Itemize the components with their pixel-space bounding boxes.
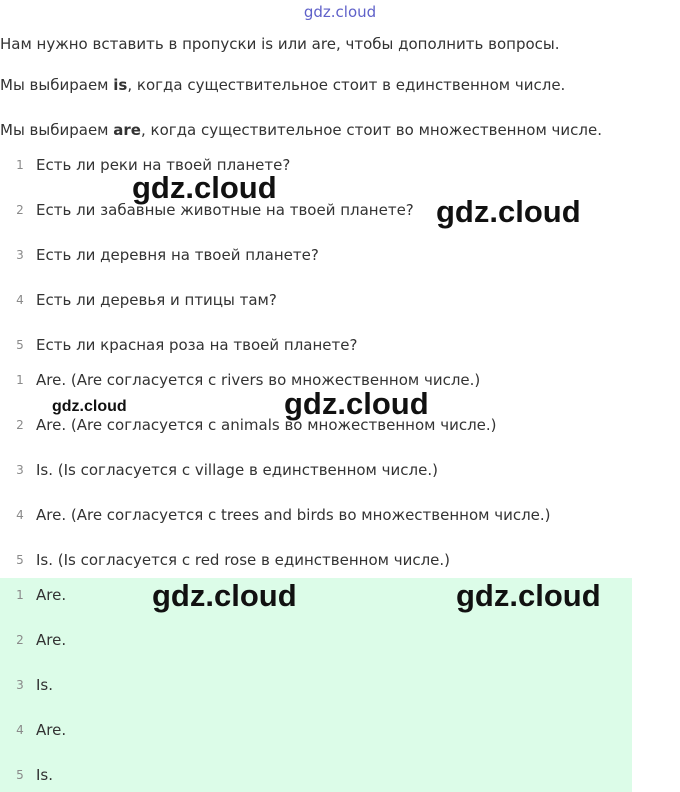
- intro-paragraph-2: [0, 75, 565, 95]
- intro-text-after: , когда существительное стоит в единственном числе.: [127, 76, 566, 94]
- item-number: 4: [16, 723, 24, 737]
- intro-paragraph-3: [0, 120, 602, 140]
- item-text: Есть ли деревья и птицы там?: [36, 291, 277, 309]
- item-text: Есть ли забавные животные на твоей планете?: [36, 201, 414, 219]
- item-number: 2: [16, 203, 24, 217]
- item-number: 5: [16, 768, 24, 782]
- item-number: 2: [16, 633, 24, 647]
- item-text: Are. (Are согласуется с trees and birds во множественном числе.): [36, 506, 551, 524]
- item-text: Are.: [36, 721, 67, 739]
- item-number: 4: [16, 293, 24, 307]
- item-text: Есть ли деревня на твоей планете?: [36, 246, 319, 264]
- item-number: 3: [16, 248, 24, 262]
- watermark-top: gdz.cloud: [303, 3, 377, 21]
- item-text: Is.: [36, 676, 54, 694]
- item-number: 3: [16, 678, 24, 692]
- item-text: Есть ли красная роза на твоей планете?: [36, 336, 358, 354]
- watermark: gdz.cloud: [284, 386, 429, 421]
- intro-keyword-is: is: [113, 76, 128, 94]
- item-number: 1: [16, 373, 24, 387]
- watermark: gdz.cloud: [52, 398, 127, 415]
- watermark: gdz.cloud: [456, 578, 601, 613]
- item-text: Is. (Is согласуется с village в единственном числе.): [36, 461, 438, 479]
- intro-text: Нам нужно вставить в пропуски is или are, чтобы дополнить вопросы.: [0, 35, 560, 53]
- item-text: Is. (Is согласуется с red rose в единственном числе.): [36, 551, 451, 569]
- item-text: Are. (Are согласуется с rivers во множественном числе.): [36, 371, 481, 389]
- item-number: 4: [16, 508, 24, 522]
- item-text: Есть ли реки на твоей планете?: [36, 156, 291, 174]
- intro-text-before: Мы выбираем: [0, 76, 114, 94]
- intro-text-before: Мы выбираем: [0, 121, 114, 139]
- item-text: Are. (Are согласуется с animals во множественном числе.): [36, 416, 497, 434]
- item-number: 2: [16, 418, 24, 432]
- intro-text-after: , когда существительное стоит во множественном числе.: [140, 121, 602, 139]
- item-number: 5: [16, 553, 24, 567]
- watermark: gdz.cloud: [152, 578, 297, 613]
- item-number: 1: [16, 158, 24, 172]
- watermark: gdz.cloud: [436, 194, 581, 229]
- item-number: 5: [16, 338, 24, 352]
- item-text: Are.: [36, 631, 67, 649]
- intro-keyword-are: are: [113, 121, 141, 139]
- item-text: Are.: [36, 586, 67, 604]
- item-text: Is.: [36, 766, 54, 784]
- watermark: gdz.cloud: [132, 170, 277, 205]
- intro-paragraph-1: [0, 34, 560, 54]
- item-number: 3: [16, 463, 24, 477]
- item-number: 1: [16, 588, 24, 602]
